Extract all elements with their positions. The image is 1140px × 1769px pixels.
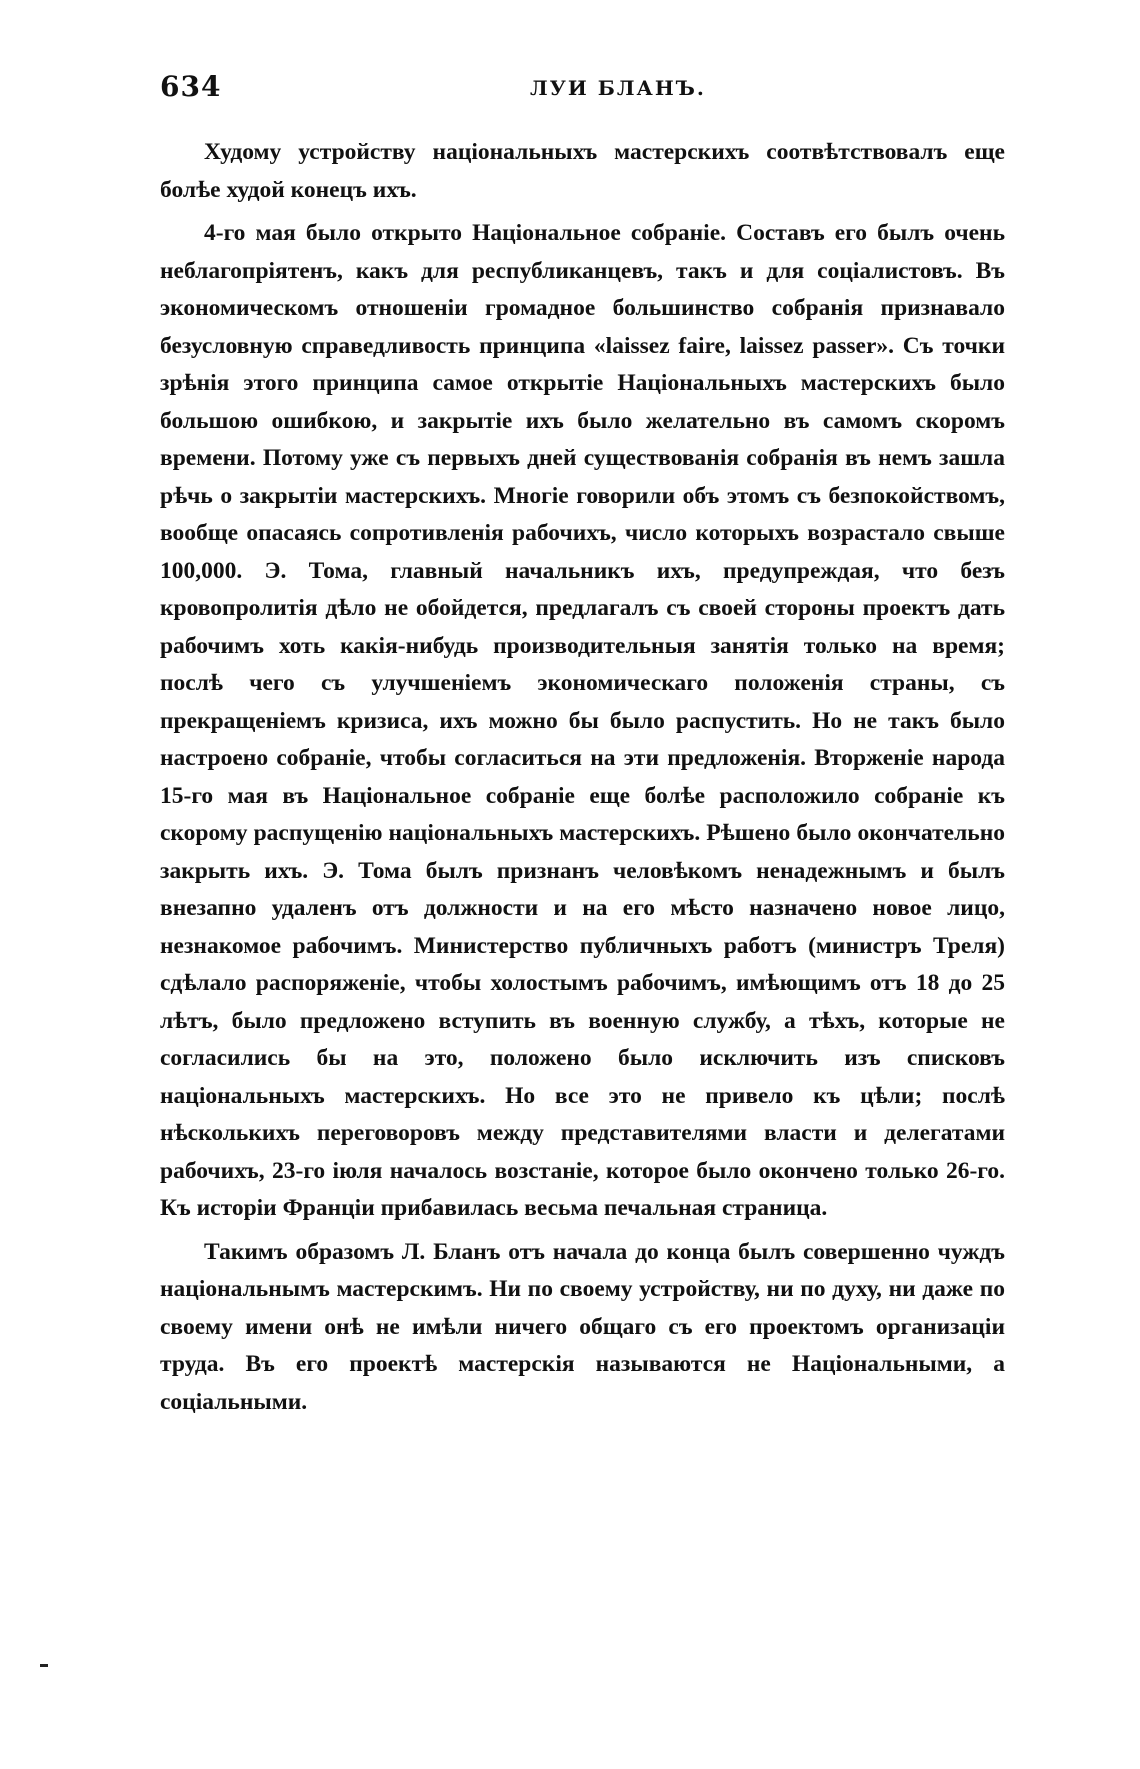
body-text: [160, 134, 1005, 1421]
page-header: [160, 70, 1005, 110]
paragraph-1: Худому устройству національныхъ мастерскихъ соотвѣтствовалъ еще болѣе худой конецъ ихъ.: [160, 139, 1005, 203]
margin-mark: [40, 1664, 48, 1667]
running-head: ЛУИ БЛАНЪ.: [530, 76, 706, 100]
page-number: 634: [160, 70, 222, 103]
paragraph-3: Такимъ образомъ Л. Бланъ отъ начала до конца былъ совершенно чуждъ національнымъ мастерскимъ. Ни по своему устройству, ни по духу, ни даже по своему имени онѣ не имѣли ничего общаго съ его проектомъ организаціи труда. Въ его проектѣ мастерскія называются не Національными, а соціальными.: [160, 1238, 1005, 1415]
paragraph-2: 4-го мая было открыто Національное собраніе. Составъ его былъ очень неблагопріятенъ, какъ для республиканцевъ, такъ и для соціалистовъ. Въ экономическомъ отношеніи громадное большинство собранія признавало безусловную справедливость принципа «laissez faire, laissez passer». Съ точки зрѣнія этого принципа самое открытіе Національныхъ мастерскихъ было большою ошибкою, и закрытіе ихъ было желательно въ самомъ скоромъ времени. Потому уже съ первыхъ дней существованія собранія въ немъ зашла рѣчь о закрытіи мастерскихъ. Многіе говорили объ этомъ съ безпокойствомъ, вообще опасаясь сопротивленія рабочихъ, число которыхъ возрастало свыше 100,000. Э. Тома, главный начальникъ ихъ, предупреждая, что безъ кровопролитія дѣло не обойдется, предлагалъ съ своей стороны проектъ дать рабочимъ хоть какія-нибудь производительныя занятія только на время; послѣ чего съ улучшеніемъ экономическаго положенія страны, съ прекращеніемъ кризиса, ихъ можно бы было распустить. Но не такъ было настроено собраніе, чтобы согласиться на эти предложенія. Вторженіе народа 15-го мая въ Національное собраніе еще болѣе расположило собраніе къ скорому распущенію національныхъ мастерскихъ. Рѣшено было окончательно закрыть ихъ. Э. Тома былъ признанъ человѣкомъ ненадежнымъ и былъ внезапно удаленъ отъ должности и на его мѣсто назначено новое лицо, незнакомое рабочимъ. Министерство публичныхъ работъ (министръ Треля) сдѣлало распоряженіе, чтобы холостымъ рабочимъ, имѣющимъ отъ 18 до 25 лѣтъ, было предложено вступить въ военную службу, а тѣхъ, которые не согласились бы на это, положено было исключить изъ списковъ національныхъ мастерскихъ. Но все это не привело къ цѣли; послѣ нѣсколькихъ переговоровъ между представителями власти и делегатами рабочихъ, 23-го іюля началось возстаніе, которое было окончено только 26-го. Къ исторіи Франціи прибавилась весьма печальная страница.: [160, 220, 1005, 1221]
